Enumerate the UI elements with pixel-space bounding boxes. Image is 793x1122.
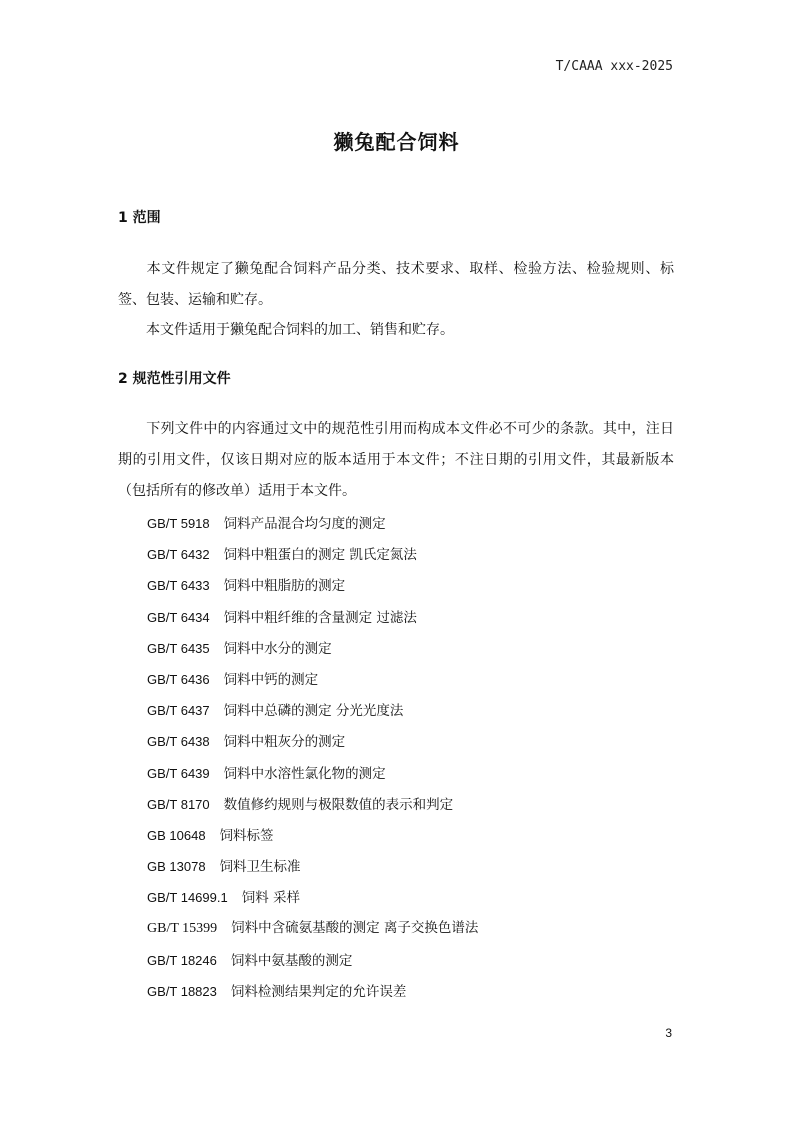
reference-code: GB/T 6435	[147, 640, 210, 656]
reference-code: GB/T 6433	[147, 578, 210, 594]
reference-item	[147, 695, 478, 726]
reference-item	[147, 664, 478, 695]
reference-item	[147, 789, 478, 820]
reference-item	[147, 508, 478, 539]
reference-name: 饲料中总磷的测定 分光光度法	[223, 703, 404, 720]
reference-code: GB 10648	[147, 827, 206, 843]
reference-item	[147, 602, 478, 633]
section-heading-scope: 1 范围	[118, 210, 161, 226]
reference-code: GB/T 6432	[147, 547, 210, 563]
reference-item	[147, 539, 478, 570]
reference-name: 饲料卫生标准	[219, 859, 301, 876]
reference-name: 饲料中粗纤维的含量测定 过滤法	[223, 609, 417, 626]
reference-name: 饲料 采样	[241, 890, 301, 907]
reference-name: 饲料中水分的测定	[223, 640, 332, 657]
header-standard-code: T/CAAA xxx-2025	[555, 59, 673, 74]
reference-name: 饲料标签	[219, 827, 274, 844]
reference-code: GB/T 6437	[147, 703, 210, 719]
reference-item	[147, 726, 478, 757]
reference-item	[147, 945, 478, 976]
reference-item	[147, 851, 478, 882]
reference-item	[147, 633, 478, 664]
scope-paragraph-2-text: 本文件适用于獭兔配合饲料的加工、销售和贮存。	[146, 322, 454, 338]
reference-item	[147, 882, 478, 913]
scope-paragraph-1	[118, 254, 674, 316]
normative-references-intro	[118, 414, 674, 507]
reference-code: GB/T 8170	[147, 796, 210, 812]
reference-name: 饲料检测结果判定的允许误差	[230, 983, 407, 1000]
reference-name: 饲料中氨基酸的测定	[230, 952, 353, 969]
reference-item	[147, 570, 478, 601]
scope-paragraph-2	[118, 315, 674, 346]
reference-item	[147, 758, 478, 789]
reference-list	[147, 508, 478, 1007]
reference-code: GB 13078	[147, 859, 206, 875]
reference-code: GB/T 6436	[147, 671, 210, 687]
reference-name: 饲料中钙的测定	[223, 671, 319, 688]
reference-item	[147, 913, 478, 944]
section-heading-normative-references: 2 规范性引用文件	[118, 371, 231, 387]
reference-name: 饲料中粗脂肪的测定	[223, 578, 346, 595]
reference-item	[147, 976, 478, 1007]
reference-code: GB/T 15399	[147, 921, 218, 937]
document-title: 獭兔配合饲料	[333, 130, 460, 154]
reference-code: GB/T 6439	[147, 765, 210, 781]
reference-item	[147, 820, 478, 851]
reference-name: 饲料产品混合均匀度的测定	[223, 516, 386, 532]
reference-name: 饲料中粗灰分的测定	[223, 734, 346, 751]
reference-code: GB/T 6434	[147, 609, 210, 625]
reference-name: 饲料中粗蛋白的测定 凯氏定氮法	[223, 547, 417, 564]
reference-code: GB/T 18823	[147, 983, 217, 999]
page-number: 3	[665, 1026, 672, 1040]
reference-code: GB/T 6438	[147, 734, 210, 750]
normative-references-intro-text: 下列文件中的内容通过文中的规范性引用而构成本文件必不可少的条款。其中，注日期的引用文件，仅该日期对应的版本适用于本文件；不注日期的引用文件，其最新版本（包括所有的修改单）适用于本文件。	[118, 421, 674, 499]
reference-name: 饲料中水溶性氯化物的测定	[223, 765, 386, 782]
scope-paragraph-1-text: 本文件规定了獭兔配合饲料产品分类、技术要求、取样、检验方法、检验规则、标签、包装、运输和贮存。	[118, 261, 674, 308]
reference-code: GB/T 5918	[147, 516, 210, 531]
reference-code: GB/T 14699.1	[147, 890, 228, 906]
reference-name: 饲料中含硫氨基酸的测定 离子交换色谱法	[231, 920, 479, 937]
reference-name: 数值修约规则与极限数值的表示和判定	[223, 796, 454, 813]
reference-code: GB/T 18246	[147, 952, 217, 968]
